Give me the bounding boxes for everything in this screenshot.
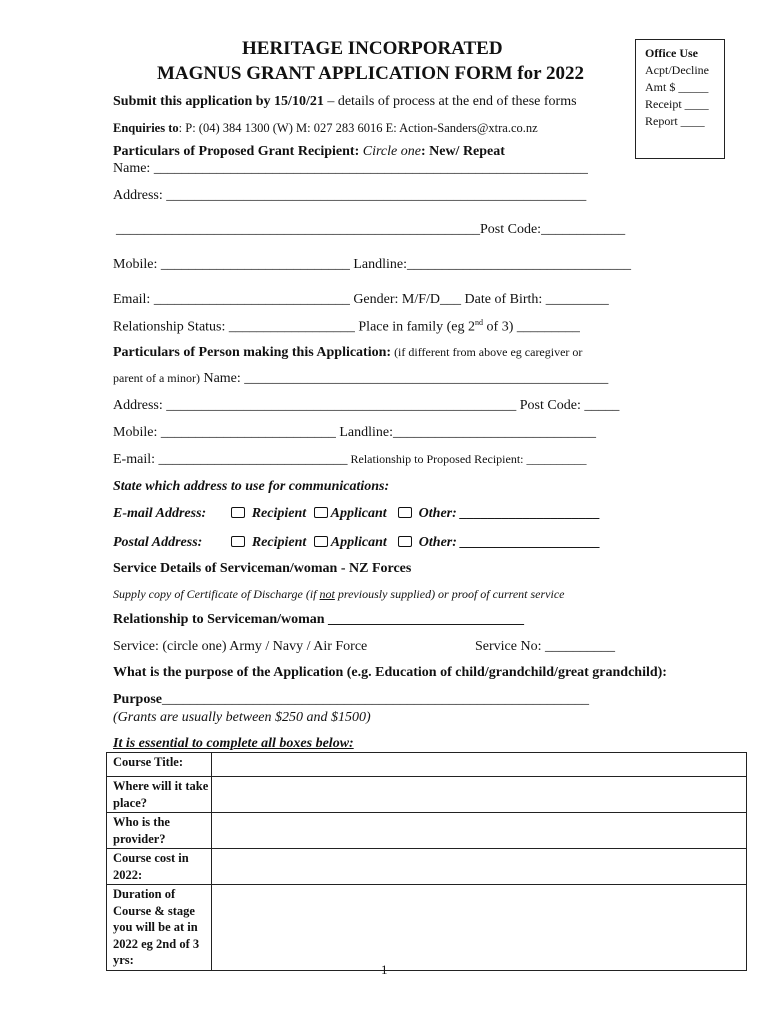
applicant-email-field[interactable]: [113, 452, 586, 468]
recipient-name-field[interactable]: Name: ______________________________________________________________: [113, 161, 588, 176]
table-row: [107, 849, 747, 885]
essential-note: It is essential to complete all boxes below:: [113, 736, 354, 751]
email-other-checkbox[interactable]: [398, 507, 412, 518]
location-label: Where will it take place?: [107, 777, 212, 813]
service-heading: Service Details of Serviceman/woman - NZ Forces: [113, 561, 412, 576]
applicant-phone-field[interactable]: Mobile: _________________________ Landline:_____________________________: [113, 425, 596, 440]
org-name: HERITAGE INCORPORATED: [242, 38, 503, 59]
serviceman-relationship-field[interactable]: Relationship to Serviceman/woman ____________________________: [113, 612, 525, 627]
postal-applicant-label: Applicant: [330, 535, 387, 550]
course-table: [106, 752, 747, 971]
duration-label: Duration of Course & stage you will be at in 2022 eg 2nd of 3 yrs:: [107, 885, 212, 971]
course-title-label: Course Title:: [107, 753, 212, 777]
applicant-note: (if different from above eg caregiver or: [391, 345, 583, 359]
postal-recipient-checkbox[interactable]: [231, 536, 245, 547]
recipient-new-repeat[interactable]: : New/ Repeat: [420, 144, 505, 159]
table-row: [107, 813, 747, 849]
purpose-question: What is the purpose of the Application (e.g. Education of child/grandchild/great grandchild):: [113, 665, 667, 680]
cost-input[interactable]: [212, 849, 747, 885]
email-applicant-checkbox[interactable]: [314, 507, 328, 518]
provider-label: Who is the provider?: [107, 813, 212, 849]
page-number: 1: [381, 962, 388, 977]
email-address-label: E-mail Address:: [113, 506, 207, 521]
recipient-heading-text: Particulars of Proposed Grant Recipient:: [113, 144, 360, 159]
enquiries-label: Enquiries to: [113, 121, 179, 135]
applicant-heading-text: Particulars of Person making this Application:: [113, 345, 392, 360]
relationship-sup: nd: [475, 318, 484, 327]
service-branch-field[interactable]: Service: (circle one) Army / Navy / Air Force: [113, 639, 368, 654]
email-applicant-label: Applicant: [330, 506, 387, 521]
email-address-row: [113, 506, 600, 522]
provider-input[interactable]: [212, 813, 747, 849]
office-use-amount[interactable]: Amt $ _____: [645, 80, 709, 94]
enquiries-line: [113, 121, 538, 136]
form-title: MAGNUS GRANT APPLICATION FORM for 2022: [157, 63, 584, 84]
applicant-name-field[interactable]: [113, 371, 608, 387]
postal-other-checkbox[interactable]: [398, 536, 412, 547]
postal-address-label: Postal Address:: [113, 535, 203, 550]
relationship-end: of 3) _________: [483, 319, 580, 335]
postal-address-row: [113, 535, 600, 551]
service-supply-note: [113, 587, 564, 602]
applicant-relationship: Relationship to Proposed Recipient: __________: [347, 452, 587, 466]
submit-deadline: [113, 94, 577, 110]
applicant-email: E-mail: ___________________________: [113, 452, 348, 467]
office-use-acpt[interactable]: Acpt/Decline: [645, 63, 709, 77]
course-title-input[interactable]: [212, 753, 747, 777]
office-use-report[interactable]: Report ____: [645, 114, 705, 128]
postal-other-field[interactable]: Other: ____________________: [418, 535, 601, 550]
cost-label: Course cost in 2022:: [107, 849, 212, 885]
email-recipient-checkbox[interactable]: [231, 507, 245, 518]
office-use-title: Office Use: [645, 46, 698, 60]
recipient-circle-one: Circle one: [359, 144, 421, 159]
submit-deadline-bold: Submit this application by 15/10/21: [113, 94, 324, 109]
comms-heading: State which address to use for communications:: [113, 479, 390, 494]
postal-applicant-checkbox[interactable]: [314, 536, 328, 547]
office-use-receipt[interactable]: Receipt ____: [645, 97, 709, 111]
recipient-heading: [113, 144, 505, 160]
purpose-label: Purpose: [113, 692, 162, 707]
recipient-postcode-field[interactable]: ____________________________________________________Post Code:____________: [116, 222, 626, 237]
recipient-relationship-field[interactable]: [113, 318, 580, 336]
duration-input[interactable]: [212, 885, 747, 971]
table-row: [107, 753, 747, 777]
office-use-box: [635, 39, 725, 159]
recipient-phone-field[interactable]: Mobile: ___________________________ Landline:________________________________: [113, 257, 631, 272]
supply-not: not: [319, 587, 335, 601]
email-recipient-label: Recipient: [251, 506, 307, 521]
table-row: [107, 777, 747, 813]
recipient-email-field[interactable]: Email: ____________________________ Gender: M/F/D___ Date of Birth: _________: [113, 292, 609, 307]
supply-b: previously supplied) or proof of current service: [334, 587, 565, 601]
enquiries-text: : P: (04) 384 1300 (W) M: 027 283 6016 E: Action-Sanders@xtra.co.nz: [178, 121, 538, 135]
table-row: [107, 885, 747, 971]
applicant-name: Name: ____________________________________________________: [199, 371, 609, 386]
supply-a: Supply copy of Certificate of Discharge (if: [113, 587, 320, 601]
grants-note: (Grants are usually between $250 and $1500): [113, 710, 371, 725]
recipient-address-field[interactable]: Address: ____________________________________________________________: [113, 188, 587, 203]
location-input[interactable]: [212, 777, 747, 813]
purpose-line: _____________________________________________________________: [162, 692, 589, 707]
relationship-text: Relationship Status: __________________ Place in family (eg 2: [113, 319, 476, 335]
email-other-field[interactable]: Other: ____________________: [418, 506, 601, 521]
applicant-note2: parent of a minor): [113, 371, 200, 385]
applicant-address-field[interactable]: Address: __________________________________________________ Post Code: _____: [113, 398, 620, 413]
purpose-field[interactable]: [113, 692, 589, 708]
service-number-field[interactable]: Service No: __________: [475, 639, 615, 654]
applicant-heading: [113, 345, 582, 361]
submit-deadline-rest: – details of process at the end of these forms: [323, 94, 577, 109]
postal-recipient-label: Recipient: [251, 535, 307, 550]
